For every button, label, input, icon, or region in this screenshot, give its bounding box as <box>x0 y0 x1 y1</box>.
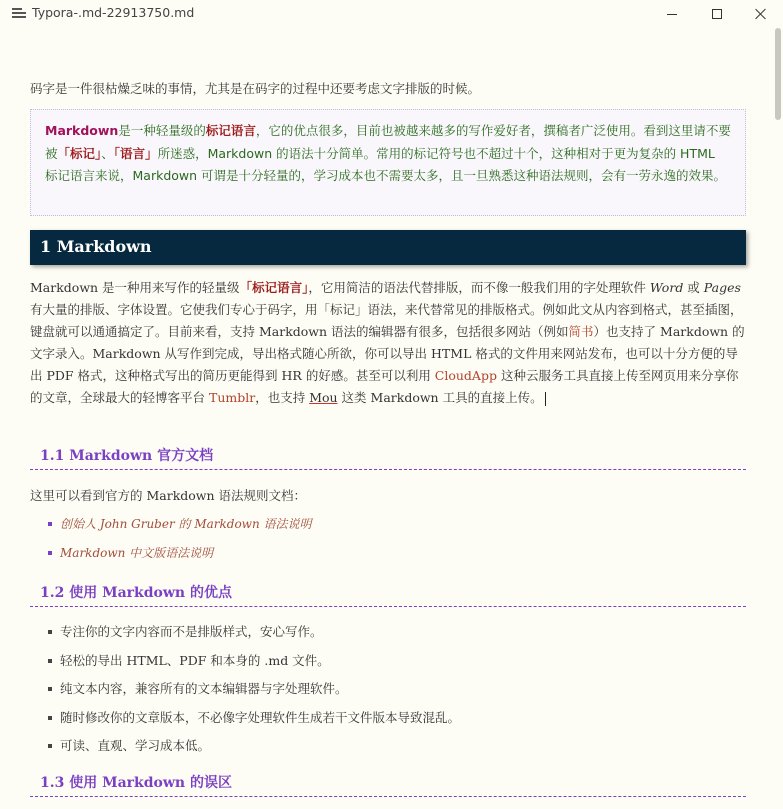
maximize-button[interactable] <box>697 0 737 28</box>
para-pages: Pages <box>703 280 741 295</box>
scrollbar-thumb[interactable] <box>775 28 781 120</box>
callout-sep: 、 <box>101 145 114 161</box>
menu-icon[interactable] <box>12 7 26 19</box>
minimize-icon <box>667 14 677 15</box>
callout-text-1: 是一种轻量级的 <box>118 123 206 138</box>
window-title: Typora-.md-22913750.md <box>32 5 195 20</box>
callout-markdown: Markdown <box>45 123 119 138</box>
para-emphasis: 「标记语言」 <box>239 280 309 295</box>
para-text: 或 <box>683 280 704 295</box>
close-button[interactable] <box>740 0 780 28</box>
para-text: 这种云服务工具直接上传至网页用来分享你的文章，全球最大的轻博客平台 <box>30 368 739 405</box>
list-item: 纯文本内容，兼容所有的文本编辑器与字处理软件。 <box>48 675 460 704</box>
para-text: ）也支持了 Markdown 的文字录入。Markdown 从写作到完成，导出格式随心所欲，你可以导出 HTML 格式的文件用来网站发布，也可以十分方便的导出 PDF 格式，这种格式写出的简历更能得到 HR 的好感。甚至可以利用 <box>30 324 745 383</box>
heading-1: 1 Markdown <box>30 230 746 265</box>
para-text: 有大量的排版、字体设置。它使我们专心于码字，用「标记」语法，来代替常见的排版格式。例如此文从内容到格式，甚至插图，键盘就可以通通搞定了。目前来看，支持 Markdown 语法的编辑器有很多，包括很多网站（例如 <box>30 302 743 339</box>
callout-bold-lang: 标记语言 <box>205 123 256 138</box>
maximize-icon <box>712 9 722 19</box>
mou-link[interactable]: Mou <box>309 390 338 405</box>
list-item: 专注你的文字内容而不是排版样式，安心写作。 <box>48 618 460 647</box>
minimize-button[interactable] <box>652 0 692 28</box>
para-text: 这类 Markdown 工具的直接上传。 <box>337 390 543 405</box>
list-item: 轻松的导出 HTML、PDF 和本身的 .md 文件。 <box>48 647 460 676</box>
list-item: 随时修改你的文章版本，不必像字处理软件生成若干文件版本导致混乱。 <box>48 704 460 733</box>
jianshu-link[interactable]: 简书 <box>568 324 594 339</box>
heading-1-3: 1.3 使用 Markdown 的误区 <box>30 772 746 797</box>
cloudapp-link[interactable]: CloudApp <box>434 368 497 383</box>
intro-paragraph: 码字是一件很枯燥乏味的事情，尤其是在码字的过程中还要考虑文字排版的时候。 <box>30 81 481 96</box>
list-item: 可读、直观、学习成本低。 <box>48 732 460 761</box>
official-link-item[interactable]: 创始人 John Gruber 的 Markdown 语法说明 <box>48 510 312 539</box>
callout-block <box>30 109 746 216</box>
heading-1-1: 1.1 Markdown 官方文档 <box>30 445 746 470</box>
official-links-list <box>48 510 312 567</box>
text-cursor <box>545 392 546 406</box>
callout-quote-1: 「标记」 <box>57 145 102 161</box>
heading-1-2: 1.2 使用 Markdown 的优点 <box>30 582 746 607</box>
para-text: ，也支持 <box>255 390 310 405</box>
callout-text-2: ，它的优点很多，目前也被越来越多的写作爱好者，撰稿者广泛使用。看到这里请不要被 <box>45 123 731 161</box>
pros-list <box>48 618 460 761</box>
vertical-scrollbar[interactable] <box>772 28 783 809</box>
markdown-paragraph <box>30 277 746 409</box>
para-word: Word <box>649 280 684 295</box>
callout-text-3: 所迷惑，Markdown 的语法十分简单。常用的标记符号也不超过十个，这种相对于更为复杂的 HTML 标记语言来说，Markdown 可谓是十分轻量的，学习成本也不需要太多，且一旦熟悉这种语法规则，会有一劳永逸的效果。 <box>45 145 727 183</box>
official-link-item[interactable]: Markdown 中文版语法说明 <box>48 539 312 568</box>
callout-quote-2: 「语言」 <box>113 145 158 161</box>
para-text: ，它用简洁的语法代替排版，而不像一般我们用的字处理软件 <box>308 280 650 295</box>
title-bar <box>0 0 783 28</box>
para-text: Markdown 是一种用来写作的轻量级 <box>30 280 240 295</box>
official-intro: 这里可以看到官方的 Markdown 语法规则文档： <box>30 488 307 503</box>
close-icon <box>754 8 766 20</box>
tumblr-link[interactable]: Tumblr <box>208 390 256 405</box>
